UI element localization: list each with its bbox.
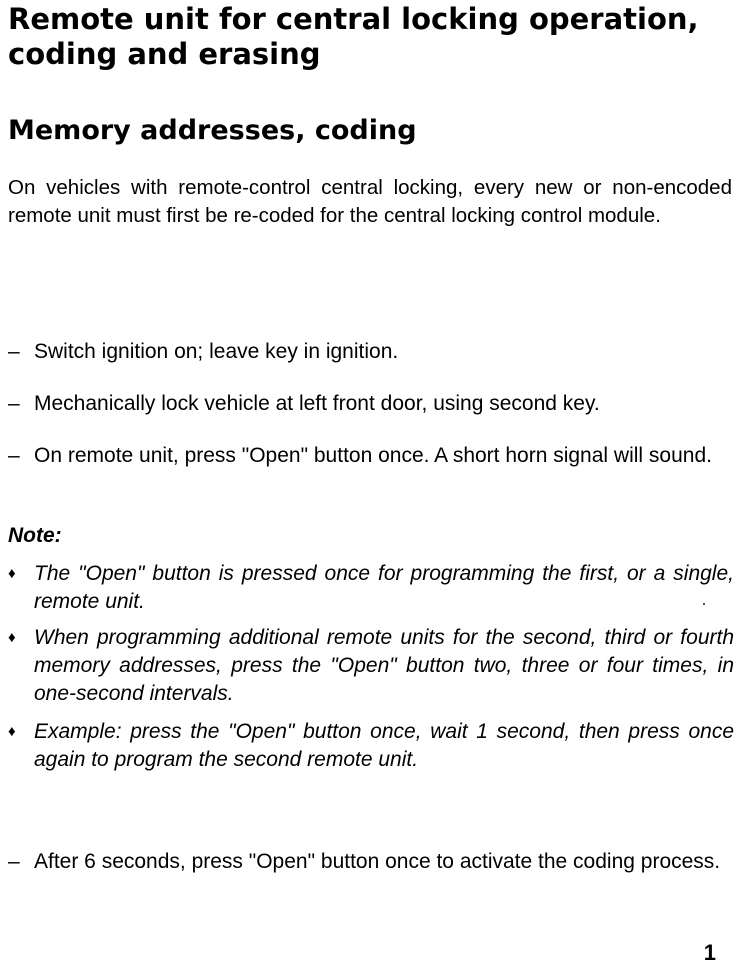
step-dash: – xyxy=(8,444,20,467)
page-number: 1 xyxy=(703,940,716,965)
note-item-text: Example: press the "Open" button once, wait 1 second, then press once again to program the second remote unit. xyxy=(34,720,734,771)
step-dash: – xyxy=(8,850,20,873)
scan-speck xyxy=(703,603,705,605)
step-text: Switch ignition on; leave key in ignition. xyxy=(34,340,399,363)
section-heading: Memory addresses, coding xyxy=(8,115,417,146)
step-dash: – xyxy=(8,392,20,415)
note-item-text: The "Open" button is pressed once for programming the first, or a single, remote unit. xyxy=(34,562,734,613)
step-dash: – xyxy=(8,340,20,363)
step-text: Mechanically lock vehicle at left front door, using second key. xyxy=(34,392,600,415)
note-item xyxy=(8,624,734,708)
diamond-bullet-icon: ♦ xyxy=(8,723,16,740)
page-title: Remote unit for central locking operation, coding and erasing xyxy=(8,2,699,71)
note-item-text: When programming additional remote units for the second, third or fourth memory addresses, press the "Open" button two, three or four times, in one-second intervals. xyxy=(34,626,734,705)
note-item xyxy=(8,560,734,616)
step-item xyxy=(8,848,732,876)
intro-paragraph: On vehicles with remote-control central locking, every new or non-encoded remote unit must first be re-coded for the central locking control module. xyxy=(8,176,732,227)
step-item xyxy=(8,390,732,418)
diamond-bullet-icon: ♦ xyxy=(8,629,16,646)
step-text: After 6 seconds, press "Open" button once to activate the coding process. xyxy=(34,850,721,873)
note-item xyxy=(8,718,734,774)
note-heading: Note: xyxy=(8,524,62,547)
step-text: On remote unit, press "Open" button once. A short horn signal will sound. xyxy=(34,444,712,467)
step-item xyxy=(8,442,732,470)
step-item xyxy=(8,338,732,366)
diamond-bullet-icon: ♦ xyxy=(8,565,16,582)
